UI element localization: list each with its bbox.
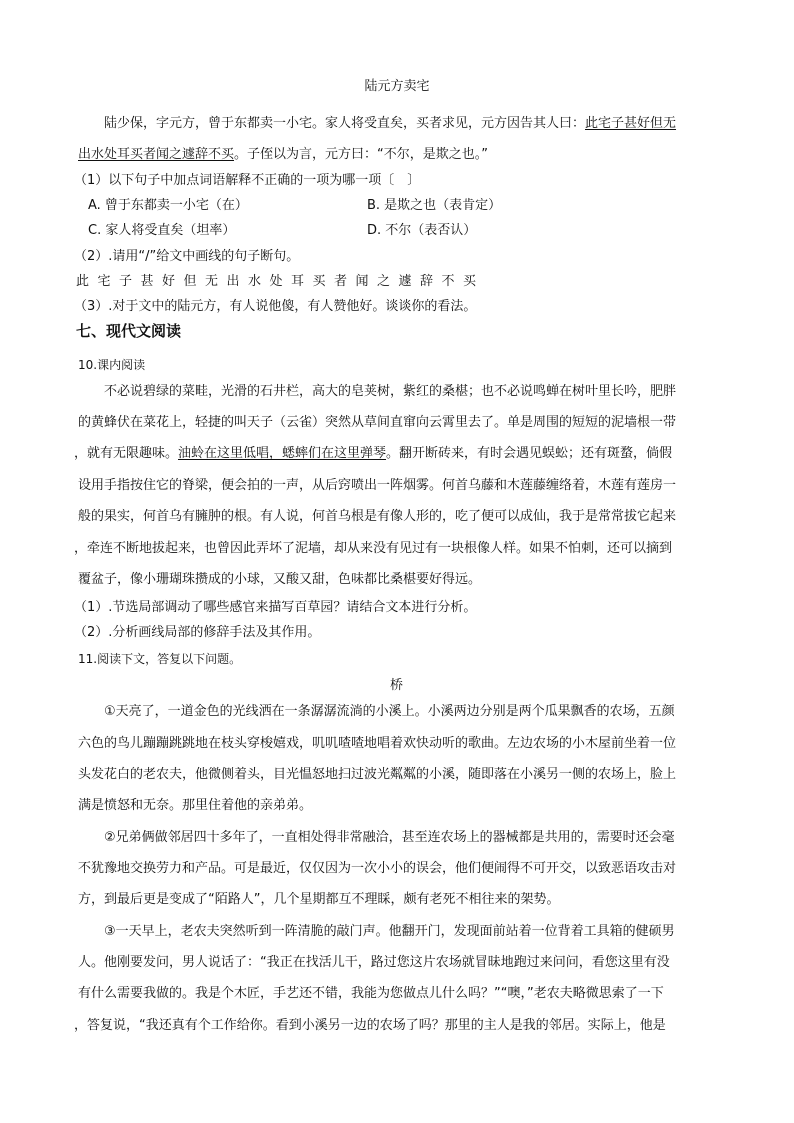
- passage-line: 满是愤怒和无奈。那里住着他的亲弟弟。: [78, 798, 313, 813]
- passage-line: 六色的鸟儿蹦蹦跳跳地在枝头穿梭嬉戏，叽叽喳喳地唱着欢快动听的歌曲。左边农场的小木屋前坐着一位: [78, 736, 677, 751]
- question-2: （2）.请用“/”给文中画线的句子断句。: [74, 249, 300, 264]
- passage-line: 头发花白的老农夫，他微侧着头，目光愠怒地扫过波光粼粼的小溪，随即落在小溪另一侧的农场上，脸上: [78, 767, 677, 782]
- passage-line: 般的果实，何首乌有臃肿的根。有人说，何首乌根是有像人形的，吃了便可以成仙，我于是常常拔它起来: [78, 509, 677, 524]
- option-b: B. 是欺之也（表肯定）: [367, 198, 502, 213]
- underlined-sentence: 出水处耳买者闻之遽辞不买: [78, 147, 235, 162]
- passage-line: ③一天早上，老农夫突然听到一阵清脆的敲门声。他翻开门，发现面前站着一位背着工具箱的健硕男: [104, 924, 675, 939]
- story-title: 桥: [390, 678, 404, 693]
- passage-line: 不必说碧绿的菜畦，光滑的石井栏，高大的皂荚树，紫红的桑椹；也不必说鸣蝉在树叶里长吟，肥胖: [104, 384, 677, 399]
- passage-line: ②兄弟俩做邻居四十多年了，一直相处得非常融洽，甚至连农场上的器械都是共用的，需要时还会毫: [104, 830, 675, 845]
- passage-line: 方，到最后更是变成了“陌路人”，几个星期都互不理睬，颇有老死不相往来的架势。: [78, 892, 560, 907]
- passage-line: ①天亮了，一道金色的光线洒在一条潺潺流淌的小溪上。小溪两边分别是两个瓜果飘香的农场，五颜: [104, 704, 675, 719]
- underlined-sentence: 油蛉在这里低唱，蟋蟀们在这里弹琴: [178, 446, 387, 461]
- passage-line: 出水处耳买者闻之遽辞不买。子侄以为言，元方曰：“不尔，是欺之也。”: [78, 147, 488, 162]
- item-11-label: 11.阅读下文，答复以下问题。: [78, 652, 242, 666]
- passage-line: ，牵连不断地拔起来，也曾因此弄坏了泥墙，却从来没有见过有一块根像人样。如果不怕刺，还可以摘到: [74, 541, 673, 556]
- passage-title: 陆元方卖宅: [364, 79, 430, 94]
- item-10-label: 10.课内阅读: [78, 358, 146, 372]
- passage-line: 覆盆子，像小珊瑚珠攒成的小球，又酸又甜，色味都比桑椹要好得远。: [78, 572, 482, 587]
- passage-line: 设用手指按住它的脊梁，便会拍的一声，从后窍喷出一阵烟雾。何首乌藤和木莲藤缠络着，木莲有莲房一: [78, 478, 677, 493]
- passage-line: 有什么需要我做的。我是个木匠，手艺还不错，我能为您做点儿什么吗？”“噢，”老农夫略微思索了一下: [78, 986, 664, 1001]
- question-3: （3）.对于文中的陆元方，有人说他傻，有人赞他好。谈谈你的看法。: [74, 299, 477, 314]
- passage-line: 人。他刚要发问，男人说话了：“我正在找活儿干，路过您这片农场就冒昧地跑过来问问，看您这里有没: [78, 955, 670, 970]
- section-heading: 七、现代文阅读: [76, 322, 182, 340]
- passage-line: 不犹豫地交换劳力和产品。可是最近，仅仅因为一次小小的误会，他们便闹得不可开交，以致恶语攻击对: [78, 861, 677, 876]
- question-10-1: （1）.节选局部调动了哪些感官来描写百草园？请结合文本进行分析。: [74, 600, 477, 615]
- option-a: A. 曾于东都卖一小宅（在）: [88, 198, 248, 213]
- sentence-to-punctuate: 此宅子甚好但无出水处耳买者闻之遽辞不买: [76, 274, 485, 289]
- option-d: D. 不尔（表否认）: [367, 223, 477, 238]
- passage-line: 陆少保，字元方，曾于东都卖一小宅。家人将受直矣，买者求见，元方因告其人曰：此宅子甚好但无: [104, 116, 677, 131]
- option-c: C. 家人将受直矣（坦率）: [88, 223, 236, 238]
- passage-line: ，答复说，“我还真有个工作给你。看到小溪另一边的农场了吗？那里的主人是我的邻居。实际上，他是: [74, 1018, 666, 1033]
- question-1: （1）以下句子中加点词语解释不正确的一项为哪一项〔 〕: [74, 173, 421, 188]
- question-10-2: （2）.分析画线局部的修辞手法及其作用。: [74, 625, 321, 640]
- passage-line: ，就有无限趣味。油蛉在这里低唱，蟋蟀们在这里弹琴。翻开断砖来，有时会遇见蜈蚣；还有斑蝥，倘假: [74, 446, 673, 461]
- passage-line: 的黄蜂伏在菜花上，轻捷的叫天子（云雀）突然从草间直窜向云霄里去了。单是周围的短短的泥墙根一带: [78, 415, 677, 430]
- underlined-sentence: 此宅子甚好但无: [585, 116, 677, 131]
